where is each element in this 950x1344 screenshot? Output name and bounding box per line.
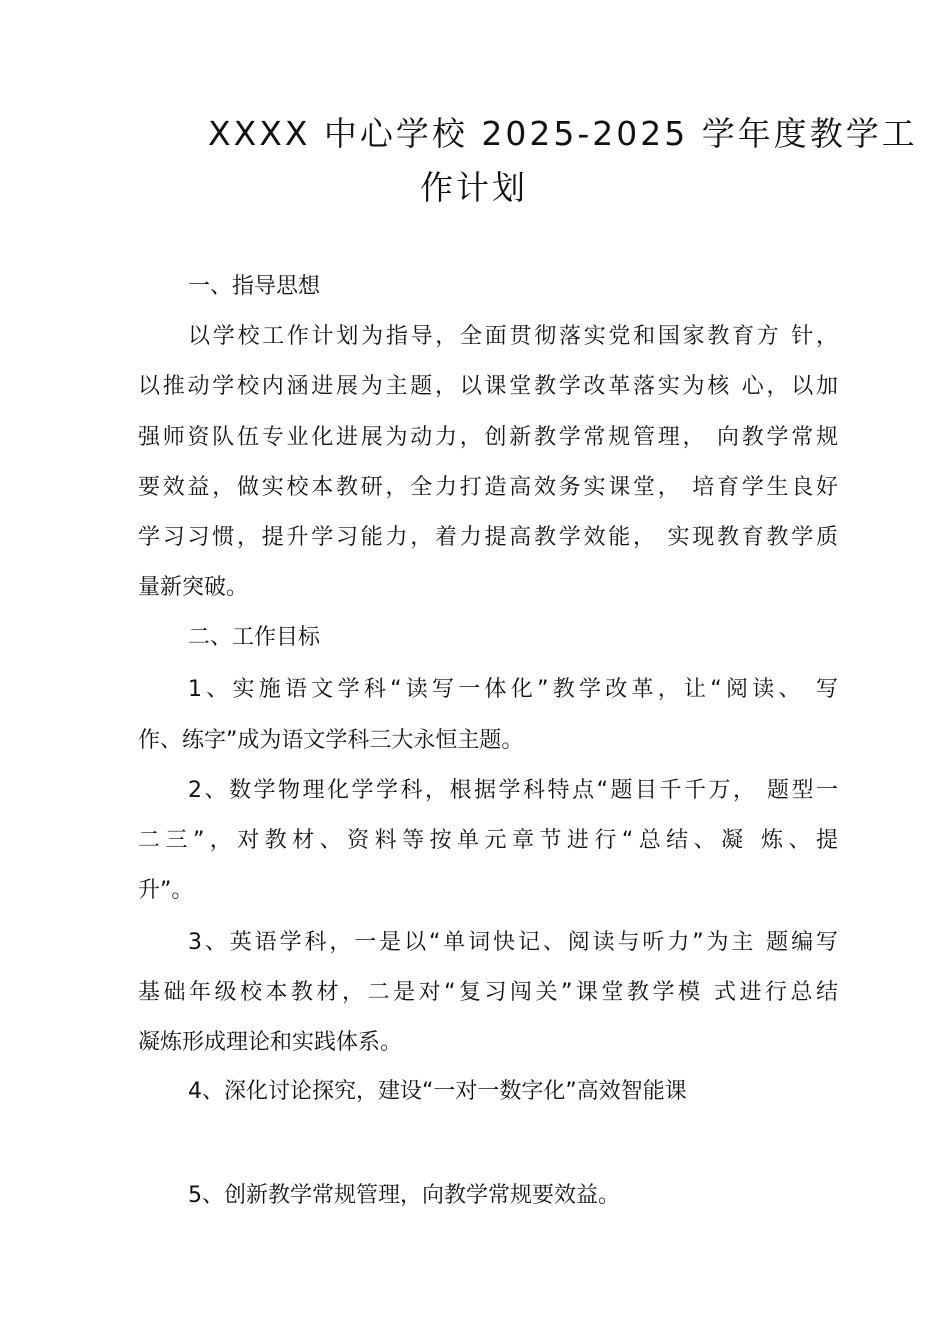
paragraph-line: 量新突破。 xyxy=(138,575,249,600)
paragraph-line: 要效益，做实校本教研，全力打造高效务实课堂， 培育学生良好 xyxy=(138,475,838,500)
goal-item-1-line: 1、实施语文学科“读写一体化”教学改革，让“阅读、 写 xyxy=(188,677,838,702)
goal-item-3-line: 3、英语学科，一是以“单词快记、阅读与听力”为主 题编写 xyxy=(188,930,838,955)
goal-item-2-line: 2、数学物理化学学科，根据学科特点“题目千千万， 题型一 xyxy=(188,778,838,803)
paragraph-line: 以学校工作计划为指导，全面贯彻落实党和国家教育方 针， xyxy=(188,324,838,349)
goal-item-5-line: 5、创新教学常规管理，向教学常规要效益。 xyxy=(188,1183,620,1208)
document-title-line-2: 作计划 xyxy=(420,168,528,207)
goal-item-2-line: 二三”，对教材、资料等按单元章节进行“总结、凝 炼、提 xyxy=(138,828,838,853)
section-heading-guiding-ideology: 一、指导思想 xyxy=(188,274,321,299)
goal-item-3-line: 凝炼形成理论和实践体系。 xyxy=(138,1030,403,1055)
goal-item-4-line: 4、深化讨论探究，建设“一对一数字化”高效智能课 xyxy=(188,1079,687,1104)
goal-item-2-line: 升”。 xyxy=(138,878,194,903)
goal-item-3-line: 基础年级校本教材，二是对“复习闯关”课堂教学模 式进行总结 xyxy=(138,980,838,1005)
section-heading-work-goals: 二、工作目标 xyxy=(188,625,321,650)
paragraph-line: 学习习惯，提升学习能力，着力提高教学效能， 实现教育教学质 xyxy=(138,525,838,550)
document-title-line-1: XXXX 中心学校 2025-2025 学年度教学工 xyxy=(208,114,918,153)
paragraph-line: 以推动学校内涵进展为主题，以课堂教学改革落实为核 心，以加 xyxy=(138,374,838,399)
paragraph-line: 强师资队伍专业化进展为动力，创新教学常规管理， 向教学常规 xyxy=(138,425,838,450)
goal-item-1-line: 作、练字”成为语文学科三大永恒主题。 xyxy=(138,728,524,753)
